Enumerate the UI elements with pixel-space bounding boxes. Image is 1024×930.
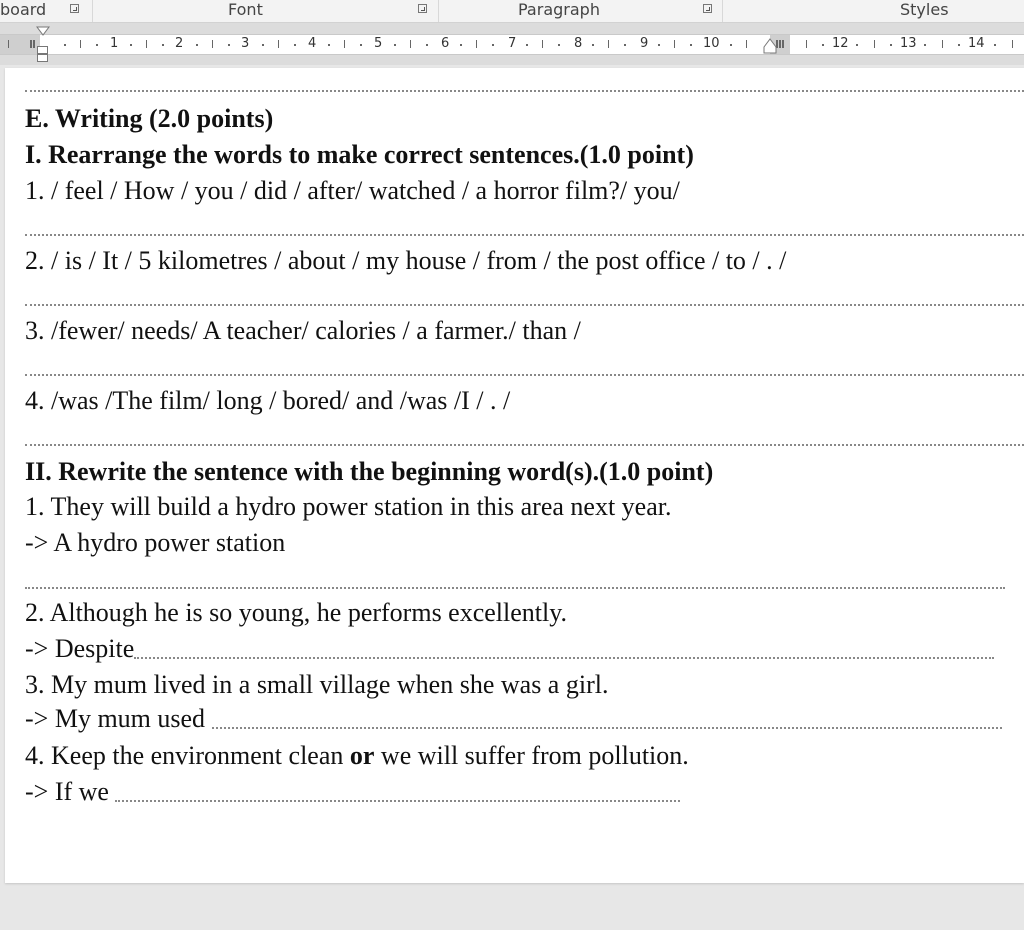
dotted-answer-line: [25, 234, 1024, 236]
ruler-tick: [426, 44, 428, 46]
ruler-tick: [782, 40, 784, 48]
rewrite-item-2-prompt: -> Despite: [25, 634, 135, 663]
ruler-number: 6: [441, 36, 450, 51]
ruler-tick: [344, 40, 345, 48]
ribbon-group-styles-label: Styles: [900, 0, 949, 19]
ruler-tick: [624, 44, 626, 46]
rewrite-item-3-prompt: -> My mum used: [25, 704, 212, 733]
rewrite-item-4-sentence: [25, 741, 689, 771]
ruler-tick: [162, 44, 164, 46]
rewrite-item-4-answer-row: [25, 777, 680, 807]
dotted-answer-line: [25, 304, 1024, 306]
rewrite-item-2-sentence: 2. Although he is so young, he performs excellently.: [25, 598, 568, 627]
clipboard-dialog-launcher-icon[interactable]: [70, 4, 79, 13]
ribbon-group-font-label: Font: [228, 0, 263, 19]
ruler-tick: [856, 44, 858, 46]
ribbon-separator: [722, 0, 723, 22]
rewrite-item-2-answer-row: [25, 634, 994, 664]
ruler-tick: [30, 40, 32, 48]
rewrite-item-4-sentence-end: we will suffer from pollution.: [374, 741, 689, 770]
ruler-tick: [196, 44, 198, 46]
dotted-answer-line: [25, 444, 1024, 446]
ruler-tick: [658, 44, 660, 46]
ribbon-group-clipboard-label: board: [0, 0, 47, 19]
ruler-tick: [146, 40, 147, 48]
left-indent-marker-icon[interactable]: [37, 54, 48, 62]
ruler-tick: [994, 44, 996, 46]
ruler-tick: [410, 40, 411, 48]
ruler-tick: [64, 44, 66, 46]
right-indent-marker-icon[interactable]: [763, 38, 777, 54]
ruler-tick: [690, 44, 692, 46]
rearrange-item-2: 2. / is / It / 5 kilometres / about / my house / from / the post office / to / . /: [25, 246, 787, 275]
ruler-tick: [779, 40, 781, 48]
ruler-tick: [526, 44, 528, 46]
ruler-number: 2: [175, 36, 184, 51]
ruler-tick: [228, 44, 230, 46]
ruler-tick: [822, 44, 824, 46]
rewrite-item-3-sentence: 3. My mum lived in a small village when she was a girl.: [25, 670, 609, 699]
rearrange-item-3: 3. /fewer/ needs/ A teacher/ calories / a farmer./ than /: [25, 316, 581, 345]
ruler-tick: [476, 40, 477, 48]
ruler-tick: [674, 40, 675, 48]
ruler-number: 14: [968, 36, 985, 51]
document-page[interactable]: [5, 68, 1024, 883]
ruler-strip: [0, 34, 1024, 55]
horizontal-ruler[interactable]: [0, 23, 1024, 65]
ruler-tick: [806, 40, 807, 48]
rearrange-item-4: 4. /was /The film/ long / bored/ and /was /I / . /: [25, 386, 511, 415]
ruler-number: 7: [508, 36, 517, 51]
ruler-tick: [746, 40, 747, 48]
ruler-tick: [730, 44, 732, 46]
dotted-answer-line[interactable]: [212, 727, 1002, 729]
part2-title: II. Rewrite the sentence with the beginning word(s).(1.0 point): [25, 457, 714, 486]
ruler-number: 12: [832, 36, 849, 51]
ruler-tick: [924, 44, 926, 46]
ribbon-separator: [438, 0, 439, 22]
ruler-tick: [262, 44, 264, 46]
dotted-answer-line: [25, 587, 1005, 589]
ruler-tick: [360, 44, 362, 46]
ruler-tick: [33, 40, 35, 48]
ruler-number: 8: [574, 36, 583, 51]
dotted-answer-line[interactable]: [134, 657, 994, 659]
paragraph-dialog-launcher-icon[interactable]: [703, 4, 712, 13]
rewrite-item-1-sentence: 1. They will build a hydro power station in this area next year.: [25, 492, 672, 521]
dotted-answer-line: [25, 90, 1024, 92]
ruler-tick: [130, 44, 132, 46]
rearrange-item-1: 1. / feel / How / you / did / after/ watched / a horror film?/ you/: [25, 176, 680, 205]
rewrite-item-4-prompt: -> If we: [25, 777, 116, 806]
ruler-tick: [278, 40, 279, 48]
ruler-number: 10: [703, 36, 720, 51]
ruler-number: 9: [640, 36, 649, 51]
ruler-tick: [608, 40, 609, 48]
ruler-tick: [592, 44, 594, 46]
rewrite-item-4-bold-word: or: [349, 741, 375, 770]
ruler-tick: [8, 40, 9, 48]
ruler-tick: [542, 40, 543, 48]
ruler-tick: [212, 40, 213, 48]
font-dialog-launcher-icon[interactable]: [418, 4, 427, 13]
dotted-answer-line: [25, 374, 1024, 376]
rewrite-item-3-answer-row: [25, 704, 1002, 734]
ribbon-group-bar: [0, 0, 1024, 23]
ruler-tick: [942, 40, 943, 48]
ruler-tick: [874, 40, 875, 48]
rewrite-item-4-sentence-start: 4. Keep the environment clean: [25, 741, 350, 770]
ruler-tick: [558, 44, 560, 46]
ruler-tick: [890, 44, 892, 46]
ruler-number: 4: [308, 36, 317, 51]
dotted-answer-line[interactable]: [115, 800, 680, 802]
hanging-indent-marker-icon[interactable]: [37, 46, 48, 54]
section-title: E. Writing (2.0 points): [25, 104, 274, 133]
ruler-tick: [294, 44, 296, 46]
ruler-tick: [1012, 40, 1013, 48]
part1-title: I. Rearrange the words to make correct sentences.(1.0 point): [25, 140, 694, 169]
ruler-number: 3: [241, 36, 250, 51]
ruler-number: 1: [110, 36, 119, 51]
ribbon-group-paragraph-label: Paragraph: [518, 0, 600, 19]
ruler-tick: [96, 44, 98, 46]
ruler-tick: [394, 44, 396, 46]
ruler-tick: [492, 44, 494, 46]
rewrite-item-1-prompt: -> A hydro power station: [25, 528, 286, 557]
ruler-tick: [460, 44, 462, 46]
ruler-tick: [328, 44, 330, 46]
ribbon-separator: [92, 0, 93, 22]
ruler-number: 5: [374, 36, 383, 51]
ruler-number: 13: [900, 36, 917, 51]
first-line-indent-marker-icon[interactable]: [36, 26, 50, 40]
ruler-tick: [958, 44, 960, 46]
ruler-tick: [80, 40, 81, 48]
